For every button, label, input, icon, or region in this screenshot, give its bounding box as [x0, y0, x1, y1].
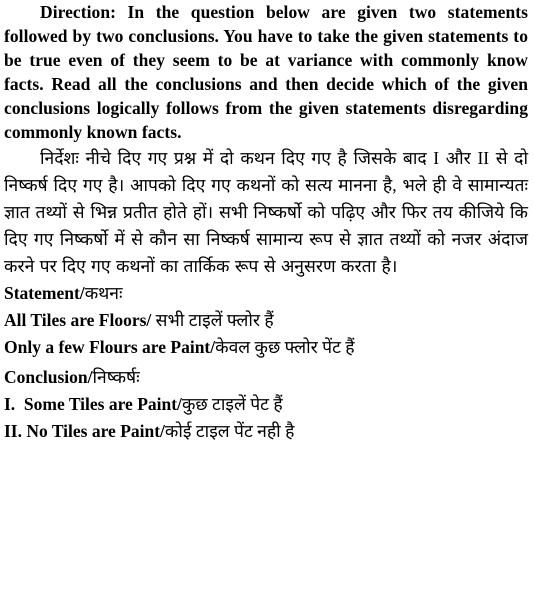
- conclusion-2-hi: कोई टाइल पेंट नही है: [164, 421, 295, 441]
- statement-heading: [4, 280, 528, 307]
- statement-2: [4, 334, 464, 361]
- direction-english: Direction: In the question below are given two statements followed by two conclusions. You have to take the given statements to be true even of they seem to be at variance with commonly know facts. Read all the conclusions and then decide which of the given conclusions logically follows from the given statements disregarding commonly known facts.: [4, 2, 528, 142]
- conclusion-2-en: II. No Tiles are Paint/: [4, 421, 165, 441]
- statement-2-hi: केवल कुछ फ्लोर पेंट हैं: [215, 337, 355, 357]
- conclusion-1-hi: कुछ टाइलें पेट हैं: [181, 394, 283, 414]
- statement-1-en: All Tiles are Floors/: [4, 310, 152, 330]
- statement-1: [4, 307, 528, 334]
- conclusion-1-en: I. Some Tiles are Paint/: [4, 394, 182, 414]
- conclusion-heading-en: Conclusion/: [4, 367, 93, 387]
- statement-2-en: Only a few Flours are Paint/: [4, 337, 216, 357]
- question-document: [4, 0, 528, 445]
- statement-heading-hi: कथनः: [84, 283, 123, 303]
- conclusion-1: [4, 391, 528, 418]
- direction-hindi: निर्देशः नीचे दिए गए प्रश्न में दो कथन दिए गए है जिसके बाद I और II से दो निष्कर्ष दिए गए है। आपको दिए गए कथनों को सत्य मानना है, भले ही वे सामान्यतः ज्ञात तथ्यों से भिन्न प्रतीत होते हों। सभी निष्कर्षो को पढ़िए और फिर तय कीजिये कि दिए गए निष्कर्षो में से कौन सा निष्कर्ष सामान्य रूप से ज्ञात तथ्यों को नजर अंदाज करने पर दिए गए कथनों का तार्किक रूप से अनुसरण करता है।: [4, 148, 528, 276]
- conclusion-2: [4, 418, 528, 445]
- conclusion-heading: [4, 364, 528, 391]
- statement-heading-en: Statement/: [4, 283, 85, 303]
- conclusion-heading-hi: निष्कर्षः: [92, 367, 140, 387]
- statement-1-hi: सभी टाइलें फ्लोर हैं: [151, 310, 274, 330]
